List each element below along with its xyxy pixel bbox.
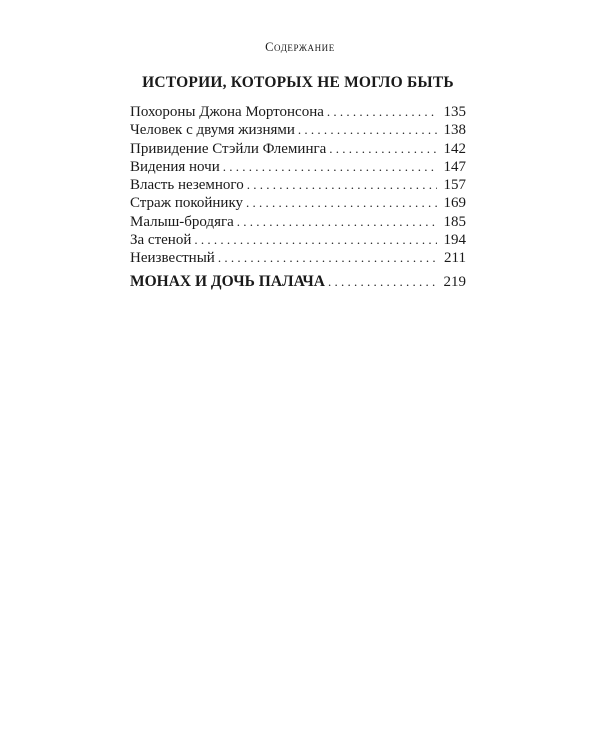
toc-dot-leader <box>194 231 437 249</box>
toc-entry-page: 185 <box>443 213 466 230</box>
toc-dot-leader <box>328 273 437 291</box>
toc-entry-title: За стеной <box>130 232 192 249</box>
toc-entry-page: 142 <box>443 140 466 157</box>
toc-main-entry[interactable] <box>130 273 466 291</box>
toc-entry-page: 135 <box>443 104 466 120</box>
toc-entry[interactable] <box>130 194 466 212</box>
toc-entry[interactable] <box>130 121 466 139</box>
toc-dot-leader <box>247 176 437 194</box>
toc-entry-page: 194 <box>443 232 466 249</box>
toc-entry-title: Власть неземного <box>130 177 244 194</box>
running-head: Содержание <box>265 40 335 54</box>
toc-entry-title: Неизвестный <box>130 250 215 267</box>
toc-dot-leader <box>237 213 437 231</box>
toc-main-entry-title: МОНАХ И ДОЧЬ ПАЛАЧА <box>130 273 325 290</box>
toc-entry-page: 147 <box>443 158 466 175</box>
toc-entry-title: Привидение Стэйли Флеминга <box>130 140 327 157</box>
toc-dot-leader <box>218 249 437 267</box>
toc-entry-title: Малыш-бродяга <box>130 213 234 230</box>
toc-entry-page: 211 <box>444 250 466 267</box>
section-title: ИСТОРИИ, КОТОРЫХ НЕ МОГЛО БЫТЬ <box>142 74 454 91</box>
toc-entry-title: Человек с двумя жизнями <box>130 122 295 139</box>
toc-entry-page: 138 <box>443 122 466 139</box>
toc-entry[interactable] <box>130 249 466 267</box>
toc-dot-leader <box>298 121 437 139</box>
toc-entry[interactable] <box>130 158 466 176</box>
toc-entry-title: Видения ночи <box>130 158 220 175</box>
toc-entry[interactable] <box>130 140 466 158</box>
toc-dot-leader <box>327 103 437 121</box>
toc-entry-title: Похороны Джона Мортонсона <box>130 104 324 120</box>
toc-entry[interactable] <box>130 213 466 231</box>
toc-dot-leader <box>223 158 437 176</box>
toc-main-list <box>130 273 466 291</box>
toc-main-entry-page: 219 <box>443 274 466 290</box>
toc-entry-page: 157 <box>443 177 466 194</box>
toc-entry[interactable] <box>130 103 466 121</box>
toc-entry[interactable] <box>130 176 466 194</box>
toc-entry-page: 169 <box>443 195 466 212</box>
toc-dot-leader <box>246 194 437 212</box>
toc-entry-title: Страж покойнику <box>130 195 244 212</box>
toc-list <box>130 103 466 268</box>
toc-dot-leader <box>329 140 437 158</box>
toc-entry[interactable] <box>130 231 466 249</box>
